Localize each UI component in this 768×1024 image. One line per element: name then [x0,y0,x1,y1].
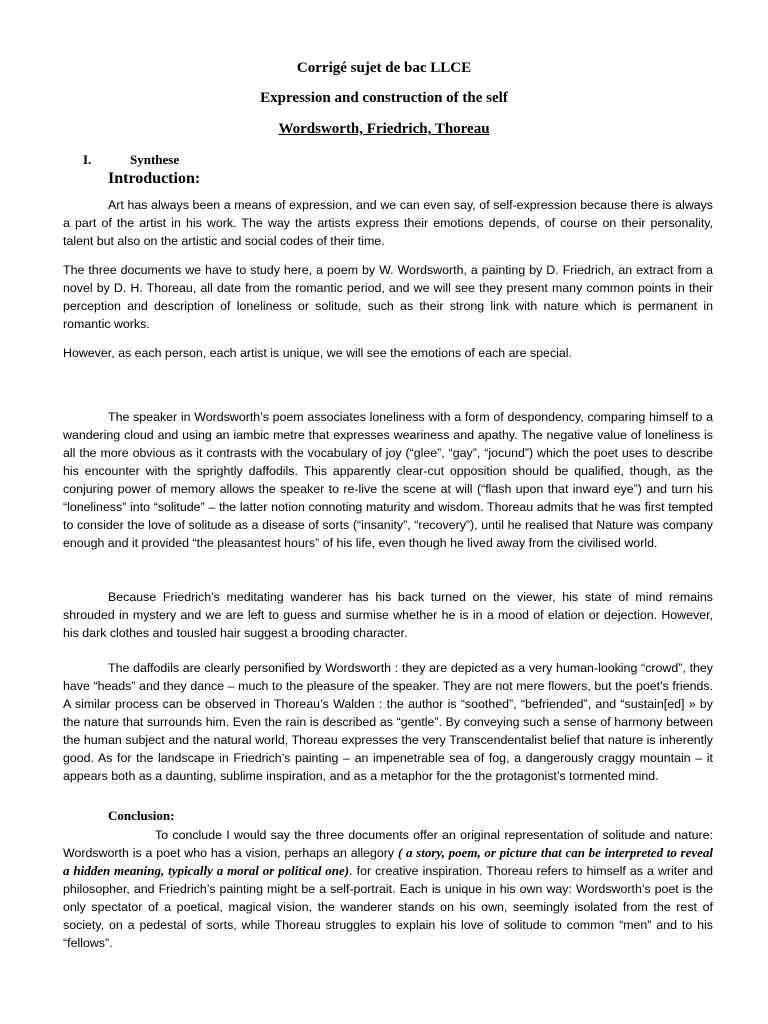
document-title: Corrigé sujet de bac LLCE [296,60,472,76]
paragraph-intro-2 [63,261,713,333]
paragraph-text: The three documents we have to study here, a poem by W. Wordsworth, a painting by D. Friedrich, an extract from a novel by D. H. Thoreau, all date from the romantic period, and we will see they present many common points in their perception and description of loneliness or solitude, such as their strong link with nature which is permanent in romantic works. [63,263,713,331]
paragraph-text: The daffodils are clearly personified by Wordsworth : they are depicted as a very human-looking “crowd”, they have “heads” and they dance – much to the pleasure of the speaker. They are not mere flowers, but the poet’s friends. A similar process can be observed in Thoreau’s Walden : the author is “soothed”, “befriended”, and “sustain[ed] » by the nature that surrounds him. Even the rain is described as “gentle”. By conveying such a sense of harmony between the human subject and the natural world, Thoreau expresses the very Transcendentalist belief that nature is inherently good. As for the landscape in Friedrich’s painting – an impenetrable sea of fog, a dangerously craggy mountain – it appears both as a daunting, sublime inspiration, and as a metaphor for the the protagonist’s tormented mind. [63,661,713,783]
paragraph-text: However, as each person, each artist is unique, we will see the emotions of each are special. [63,346,572,360]
paragraph-intro-3 [63,344,713,362]
paragraph-friedrich [63,588,713,642]
document-subtitle: Expression and construction of the self [260,90,508,106]
conclusion-before: To conclude I would say the three documents offer an original representation of solitude and nature: Wordsworth is a poet who has a vision, perhaps an allegory [63,828,713,860]
section-label: Synthese [130,152,180,167]
section-number: I. [83,152,92,167]
introduction-heading: Introduction: [108,170,201,187]
paragraph-nature [63,659,713,785]
paragraph-conclusion [63,826,713,952]
allegory-definition: ( a story, poem, or picture that can be interpreted to reveal a hidden meaning, typically a moral or political one) [63,845,713,878]
authors-line: Wordsworth, Friedrich, Thoreau [278,121,490,137]
conclusion-text [63,826,713,952]
paragraph-text: Because Friedrich’s meditating wanderer has his back turned on the viewer, his state of mind remains shrouded in mystery and we are left to guess and surmise whether he is in a mood of elation or dejection. However, his dark clothes and tousled hair suggest a brooding character. [63,590,713,640]
paragraph-text: Art has always been a means of expression, and we can even say, of self-expression because there is always a part of the artist in his work. The way the artists express their emotions depends, of course on their personality, talent but also on the artistic and social codes of their time. [63,198,713,248]
conclusion-heading: Conclusion: [108,808,175,823]
paragraph-intro-1 [63,196,713,250]
paragraph-loneliness [63,408,713,552]
paragraph-text: The speaker in Wordsworth’s poem associates loneliness with a form of despondency, comparing himself to a wandering cloud and using an iambic metre that expresses weariness and apathy. The negative value of loneliness is all the more obvious as it contrasts with the vocabulary of joy (“glee”, “gay”, “jocund”) which the poet uses to describe his encounter with the sprightly daffodils. This apparently clear-cut opposition should be qualified, though, as the conjuring power of memory allows the speaker to re-live the scene at will (“flash upon that inward eye”) and turn his “loneliness” into “solitude” – the latter notion connoting maturity and wisdom. Thoreau admits that he was first tempted to consider the love of solitude as a disease of sorts (“insanity”, “recovery”), until he realised that Nature was company enough and it provided “the pleasantest hours” of his life, even though he lived away from the civilised world. [63,410,713,550]
conclusion-after: . for creative inspiration. Thoreau refers to himself as a writer and philosopher, and Friedrich’s painting might be a self-portrait. Each is unique in his own way: Wordsworth’s poet is the only spectator of a poetical, magical vision, the wanderer stands on his own, seemingly isolated from the rest of society, on a pedestal of sorts, while Thoreau struggles to explain his love of solitude to common “men” and to his “fellows”. [63,864,713,950]
